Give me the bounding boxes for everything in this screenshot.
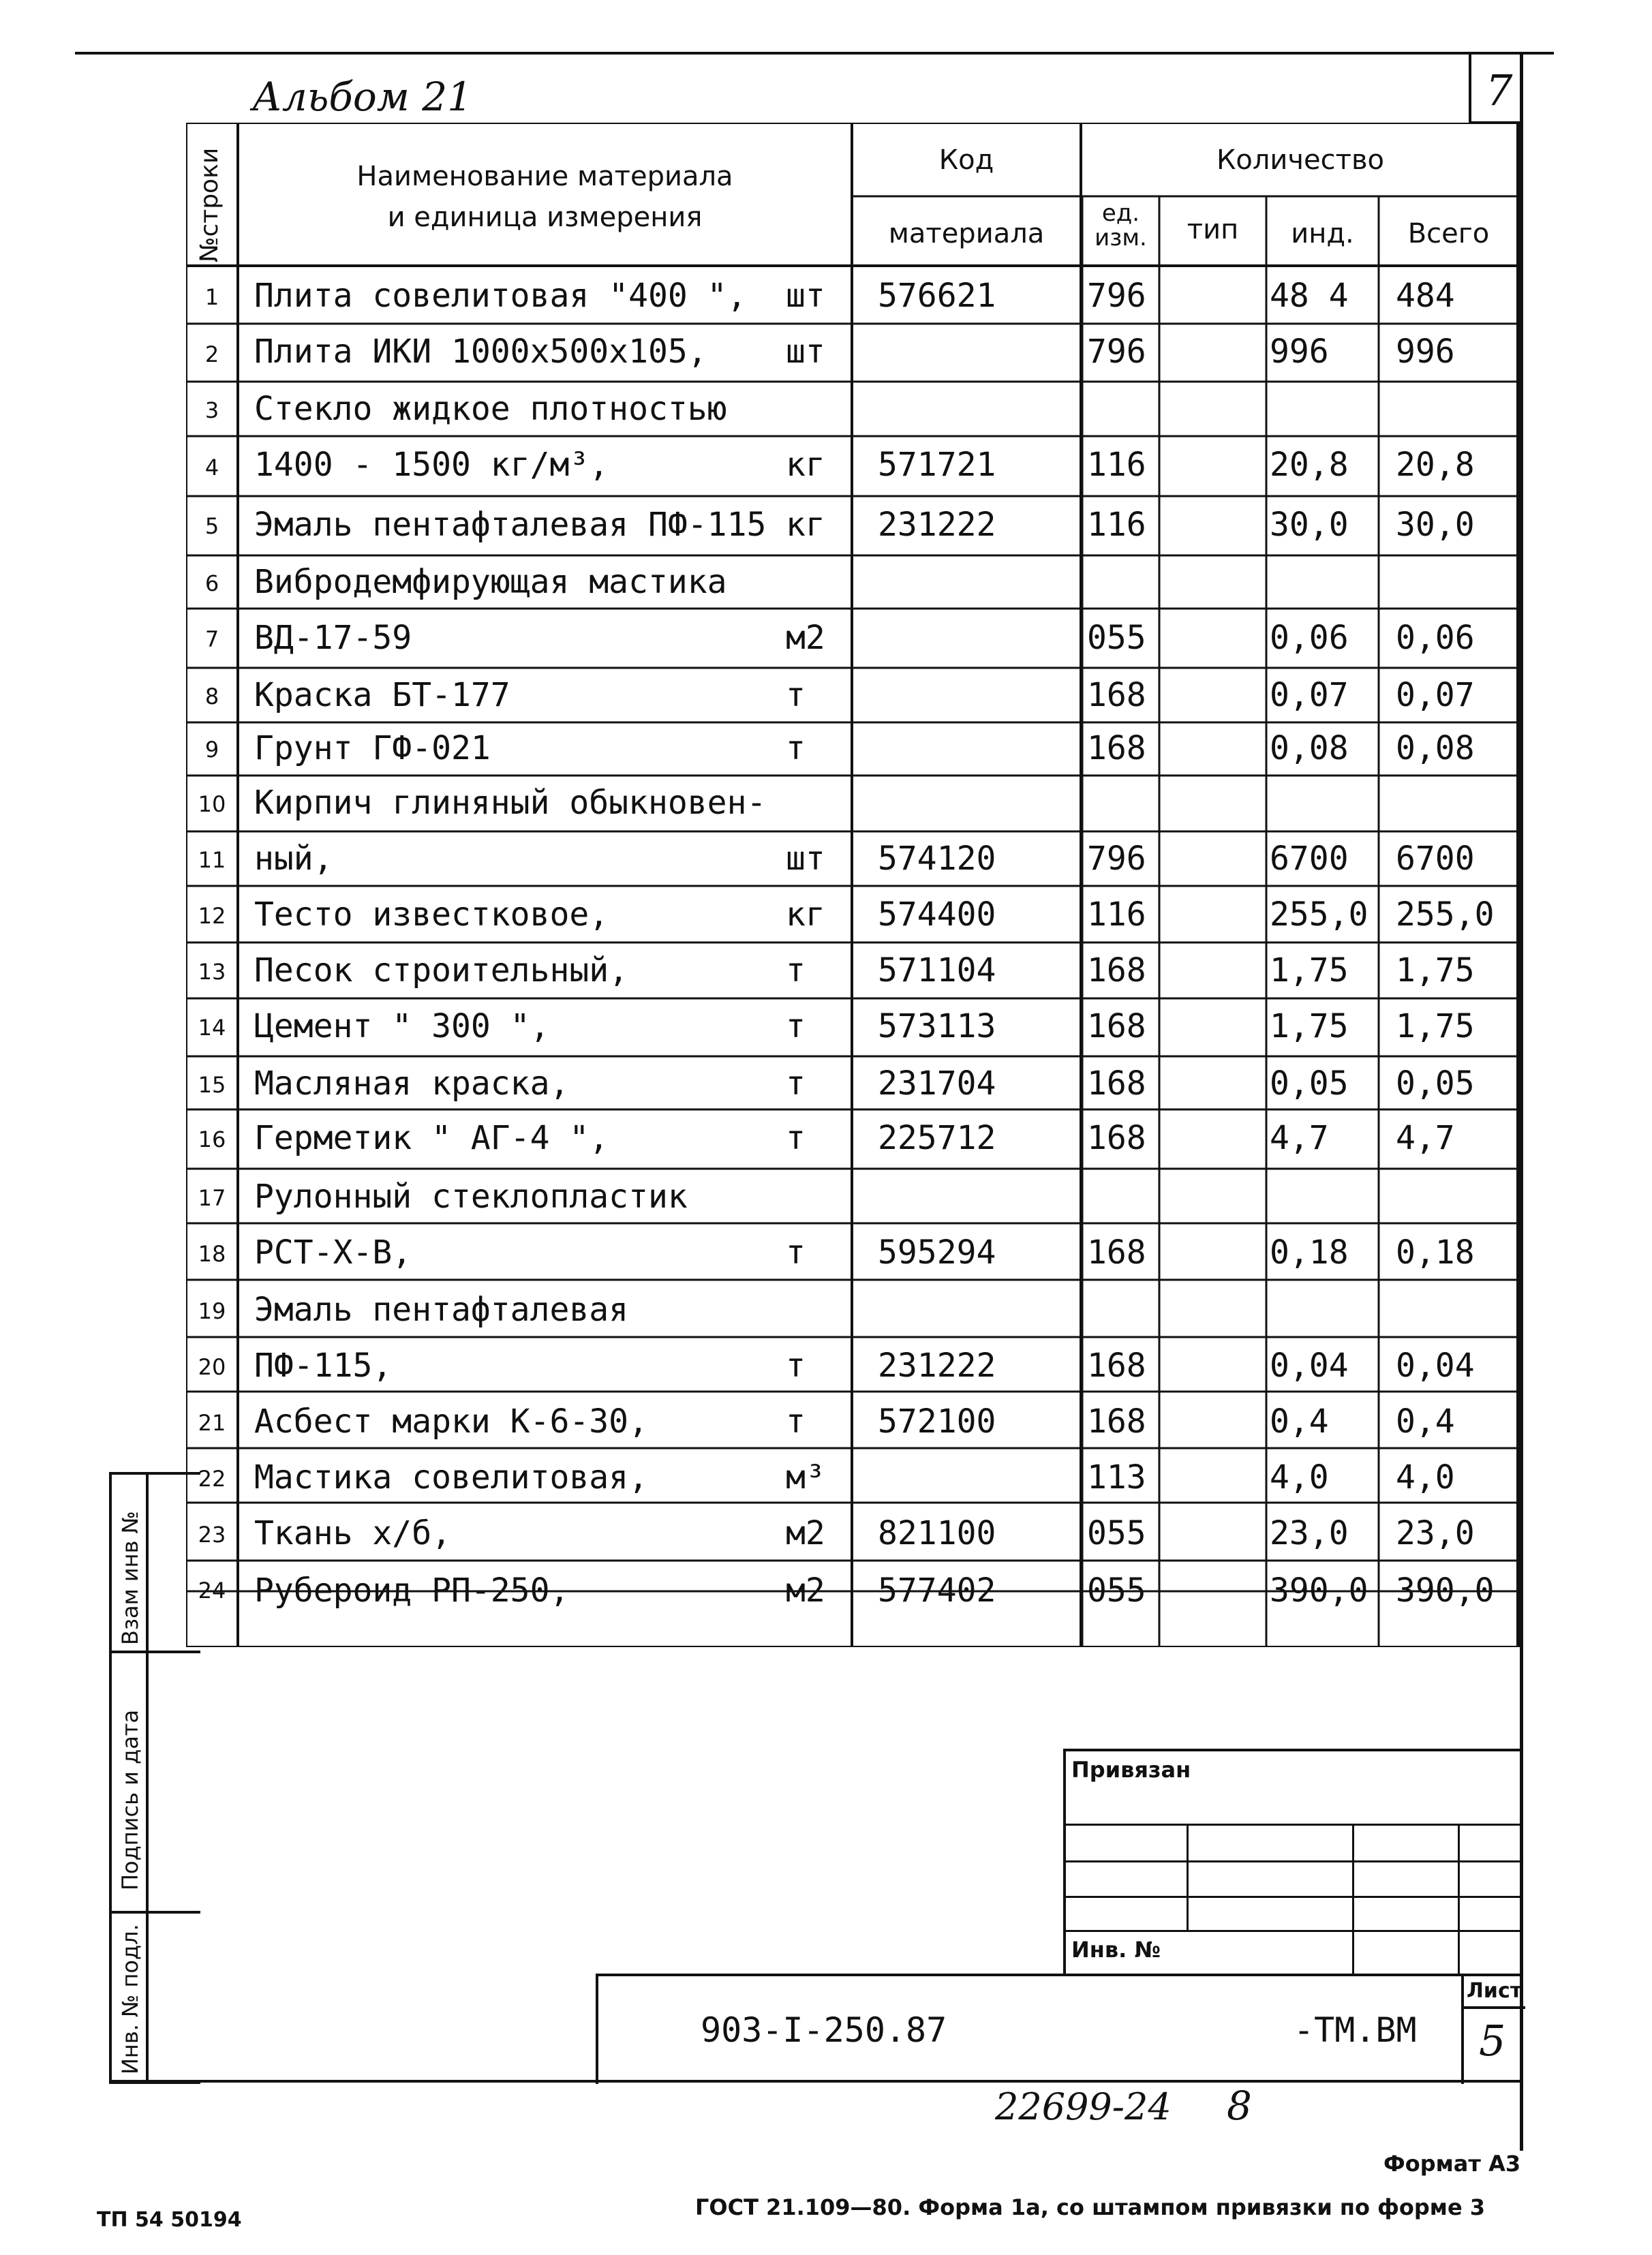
quantity-ind: 4,0 [1270,1458,1329,1497]
material-code: 574400 [878,895,996,934]
quantity-total: 6700 [1396,840,1475,878]
quantity-total: 20,8 [1396,446,1475,484]
binding-line-2 [1066,1860,1523,1862]
row-number: 5 [204,513,219,539]
quantity-ind: 1,75 [1270,951,1349,990]
material-unit: кг [786,506,825,544]
quantity-ind: 20,8 [1270,446,1349,484]
row-number: 4 [204,455,219,480]
inventory-number: 22699-24 [995,2085,1172,2128]
material-unit: шт [786,840,825,878]
material-unit: т [786,1402,806,1441]
row-number: 19 [198,1298,226,1324]
material-unit: т [786,1007,806,1045]
unit-code: 116 [1087,446,1146,484]
quantity-total: 0,18 [1396,1233,1475,1272]
material-name: ный, [254,840,333,878]
material-unit: м2 [786,619,825,657]
sheet-box [1461,1976,1525,2084]
quantity-ind: 996 [1270,333,1329,371]
quantity-ind: 23,0 [1270,1514,1349,1552]
bottom-border [109,2080,1523,2083]
material-name: Стекло жидкое плотностью [254,390,727,428]
material-code: 571721 [878,446,996,484]
material-code: 231222 [878,506,996,544]
binding-line-1 [1066,1824,1523,1826]
header-row-number: №строки [196,147,224,262]
quantity-ind: 30,0 [1270,506,1349,544]
quantity-total: 0,08 [1396,729,1475,767]
row-number: 18 [198,1241,226,1267]
quantity-ind: 1,75 [1270,1007,1349,1045]
side-stamp-divider-2 [112,1911,200,1914]
quantity-total: 390,0 [1396,1571,1495,1610]
unit-code: 796 [1087,840,1146,878]
unit-code: 168 [1087,1007,1146,1045]
quantity-ind: 255,0 [1270,895,1368,934]
unit-code: 168 [1087,1064,1146,1103]
doc-code: 903-I-250.87 [701,2010,947,2050]
unit-code: 113 [1087,1458,1146,1497]
row-number: 21 [198,1410,226,1436]
row-number: 23 [198,1522,226,1548]
quantity-ind: 0,18 [1270,1233,1349,1272]
quantity-ind: 0,05 [1270,1064,1349,1103]
binding-inv-label: Инв. № [1071,1937,1161,1963]
row-number: 10 [198,791,226,817]
header-material-code: материала [888,218,1045,249]
sign-date-label: Подпись и дата [117,1709,143,1890]
unit-code: 055 [1087,1571,1146,1610]
quantity-total: 1,75 [1396,1007,1475,1045]
album-label: Альбом 21 [252,74,473,120]
sheet-label: Лист [1467,1979,1523,2003]
quantity-ind: 4,7 [1270,1119,1329,1157]
quantity-total: 255,0 [1396,895,1495,934]
material-unit: кг [786,446,825,484]
material-name: ПФ-115, [254,1347,393,1385]
quantity-total: 23,0 [1396,1514,1475,1552]
sheet-number: 5 [1479,2016,1506,2066]
vzam-inv-label: Взам инв № [117,1511,143,1645]
unit-code: 116 [1087,506,1146,544]
row-number: 1 [204,284,219,310]
row-number: 24 [198,1578,226,1604]
header-quantity: Количество [1216,144,1384,176]
material-code: 574120 [878,840,996,878]
header-name-line2: и единица измерения [387,202,703,233]
row-number: 15 [198,1072,226,1098]
binding-line-3 [1066,1896,1523,1898]
material-unit: шт [786,333,825,371]
quantity-total: 0,04 [1396,1347,1475,1385]
material-name: Герметик " АГ-4 ", [254,1119,609,1157]
row-number: 17 [198,1185,226,1211]
material-unit: шт [786,277,825,315]
material-name: Кирпич глиняный обыкновен- [254,784,767,822]
corner-page-number: 7 [1486,65,1513,115]
material-name: Вибродемфирующая мастика [254,563,727,601]
unit-code: 168 [1087,1119,1146,1157]
material-name: Грунт ГФ-021 [254,729,491,767]
material-unit: т [786,1347,806,1385]
quantity-ind: 0,06 [1270,619,1349,657]
unit-code: 055 [1087,1514,1146,1552]
quantity-total: 996 [1396,333,1455,371]
binding-stamp [1063,1749,1523,1976]
side-stamp-divider-1 [112,1651,200,1653]
material-name: Рулонный стеклопластик [254,1178,688,1216]
binding-col-2 [1352,1824,1354,1976]
footer-gost: ГОСТ 21.109—80. Форма 1а, со штампом привязки по форме 3 [695,2194,1486,2220]
material-code: 573113 [878,1007,996,1045]
side-stamp [109,1472,200,2084]
quantity-ind: 0,4 [1270,1402,1329,1441]
row-number: 16 [198,1126,226,1152]
header-total: Всего [1407,218,1490,249]
row-number: 22 [198,1466,226,1492]
doc-suffix: -ТМ.ВМ [1294,2010,1417,2050]
binding-label: Привязан [1071,1757,1191,1783]
materials-table [186,123,1520,1647]
header-code: Код [938,144,994,176]
material-code: 571104 [878,951,996,990]
quantity-ind: 0,07 [1270,676,1349,714]
row-number: 7 [204,626,219,652]
material-code: 576621 [878,277,996,315]
quantity-ind: 390,0 [1270,1571,1368,1610]
material-name: Асбест марки К-6-30, [254,1402,648,1441]
material-code: 231704 [878,1064,996,1103]
material-code: 595294 [878,1233,996,1272]
quantity-total: 0,05 [1396,1064,1475,1103]
material-unit: м³ [786,1458,825,1497]
quantity-total: 0,06 [1396,619,1475,657]
unit-code: 168 [1087,951,1146,990]
unit-code: 055 [1087,619,1146,657]
material-unit: т [786,676,806,714]
top-border [75,52,1554,55]
material-name: Ткань х/б, [254,1514,451,1552]
material-unit: т [786,951,806,990]
quantity-ind: 0,08 [1270,729,1349,767]
footer-left: ТП 54 50194 [97,2208,242,2232]
material-code: 231222 [878,1347,996,1385]
material-name: Песок строительный, [254,951,629,990]
row-number: 9 [204,737,219,763]
material-name: РСТ-Х-В, [254,1233,412,1272]
material-name: Эмаль пентафталевая [254,1291,629,1329]
quantity-ind: 48 4 [1270,277,1349,315]
row-number: 2 [204,341,219,367]
unit-code: 168 [1087,676,1146,714]
unit-code: 796 [1087,277,1146,315]
material-unit: м2 [786,1571,825,1610]
row-number: 14 [198,1015,226,1041]
row-number: 20 [198,1354,226,1380]
unit-code: 168 [1087,1233,1146,1272]
quantity-ind: 0,04 [1270,1347,1349,1385]
row-number: 13 [198,959,226,985]
sheet-divider [1464,2006,1525,2009]
row-number: 8 [204,684,219,709]
format-label: Формат А3 [1383,2151,1521,2177]
side-stamp-divider-col [146,1475,149,2081]
unit-code: 168 [1087,1347,1146,1385]
material-name: Тесто известковое, [254,895,609,934]
unit-code: 116 [1087,895,1146,934]
quantity-total: 484 [1396,277,1455,315]
binding-line-4 [1066,1930,1523,1932]
material-name: Масляная краска, [254,1064,570,1103]
unit-code: 168 [1087,729,1146,767]
material-unit: кг [786,895,825,934]
quantity-total: 30,0 [1396,506,1475,544]
material-unit: т [786,729,806,767]
material-name: Плита совелитовая "400 ", [254,277,747,315]
quantity-ind: 6700 [1270,840,1349,878]
material-name: Мастика совелитовая, [254,1458,648,1497]
quantity-total: 4,7 [1396,1119,1455,1157]
binding-col-1 [1187,1824,1189,1930]
header-name-line1: Наименование материала [356,161,733,192]
material-code: 572100 [878,1402,996,1441]
title-block [596,1974,1523,2084]
material-name: Плита ИКИ 1000х500х105, [254,333,707,371]
quantity-total: 4,0 [1396,1458,1455,1497]
material-unit: т [786,1233,806,1272]
material-unit: т [786,1119,806,1157]
row-number: 3 [204,397,219,423]
binding-col-3 [1458,1824,1460,1976]
material-code: 225712 [878,1119,996,1157]
row-number: 12 [198,903,226,929]
material-name: ВД-17-59 [254,619,412,657]
header-individual: инд. [1291,218,1354,249]
header-type: тип [1187,214,1239,245]
row-number: 11 [198,847,226,873]
material-name: Цемент " 300 ", [254,1007,550,1045]
quantity-total: 1,75 [1396,951,1475,990]
page-number: 8 [1227,2083,1252,2129]
material-unit: т [786,1064,806,1103]
material-unit: м2 [786,1514,825,1552]
row-number: 6 [204,570,219,596]
inv-podl-label: Инв. № подл. [117,1924,143,2074]
unit-code: 796 [1087,333,1146,371]
material-code: 577402 [878,1571,996,1610]
quantity-total: 0,07 [1396,676,1475,714]
material-code: 821100 [878,1514,996,1552]
quantity-total: 0,4 [1396,1402,1455,1441]
material-name: Краска БТ-177 [254,676,510,714]
header-unit-code: ед. изм. [1095,200,1147,251]
material-name: Эмаль пентафталевая ПФ-115 [254,506,767,544]
material-name: Рубероид РП-250, [254,1571,570,1610]
unit-code: 168 [1087,1402,1146,1441]
material-name: 1400 - 1500 кг/м³, [254,446,609,484]
